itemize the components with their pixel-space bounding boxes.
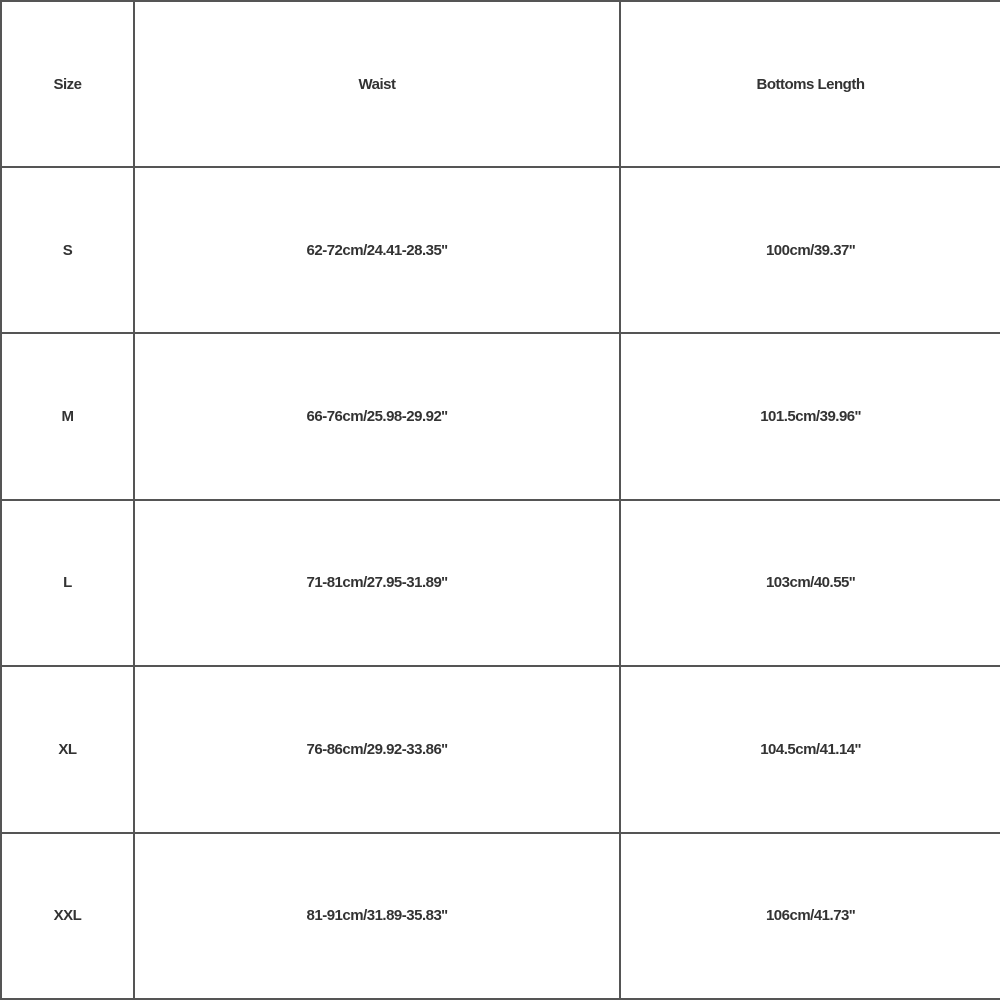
header-size: Size <box>1 1 134 167</box>
cell-bottoms-length: 100cm/39.37'' <box>620 167 1000 333</box>
cell-size: S <box>1 167 134 333</box>
cell-bottoms-length: 103cm/40.55'' <box>620 500 1000 666</box>
table-header-row <box>1 1 1000 167</box>
table-row <box>1 500 1000 666</box>
cell-waist: 76-86cm/29.92-33.86'' <box>134 666 620 832</box>
cell-bottoms-length: 106cm/41.73'' <box>620 833 1000 999</box>
header-bottoms-length: Bottoms Length <box>620 1 1000 167</box>
cell-waist: 62-72cm/24.41-28.35'' <box>134 167 620 333</box>
table-row <box>1 666 1000 832</box>
cell-size: M <box>1 333 134 499</box>
table-row <box>1 167 1000 333</box>
cell-size: XL <box>1 666 134 832</box>
cell-bottoms-length: 101.5cm/39.96'' <box>620 333 1000 499</box>
cell-size: XXL <box>1 833 134 999</box>
header-waist: Waist <box>134 1 620 167</box>
cell-waist: 66-76cm/25.98-29.92'' <box>134 333 620 499</box>
cell-waist: 81-91cm/31.89-35.83'' <box>134 833 620 999</box>
table-row <box>1 333 1000 499</box>
cell-size: L <box>1 500 134 666</box>
cell-waist: 71-81cm/27.95-31.89'' <box>134 500 620 666</box>
table-row <box>1 833 1000 999</box>
cell-bottoms-length: 104.5cm/41.14'' <box>620 666 1000 832</box>
